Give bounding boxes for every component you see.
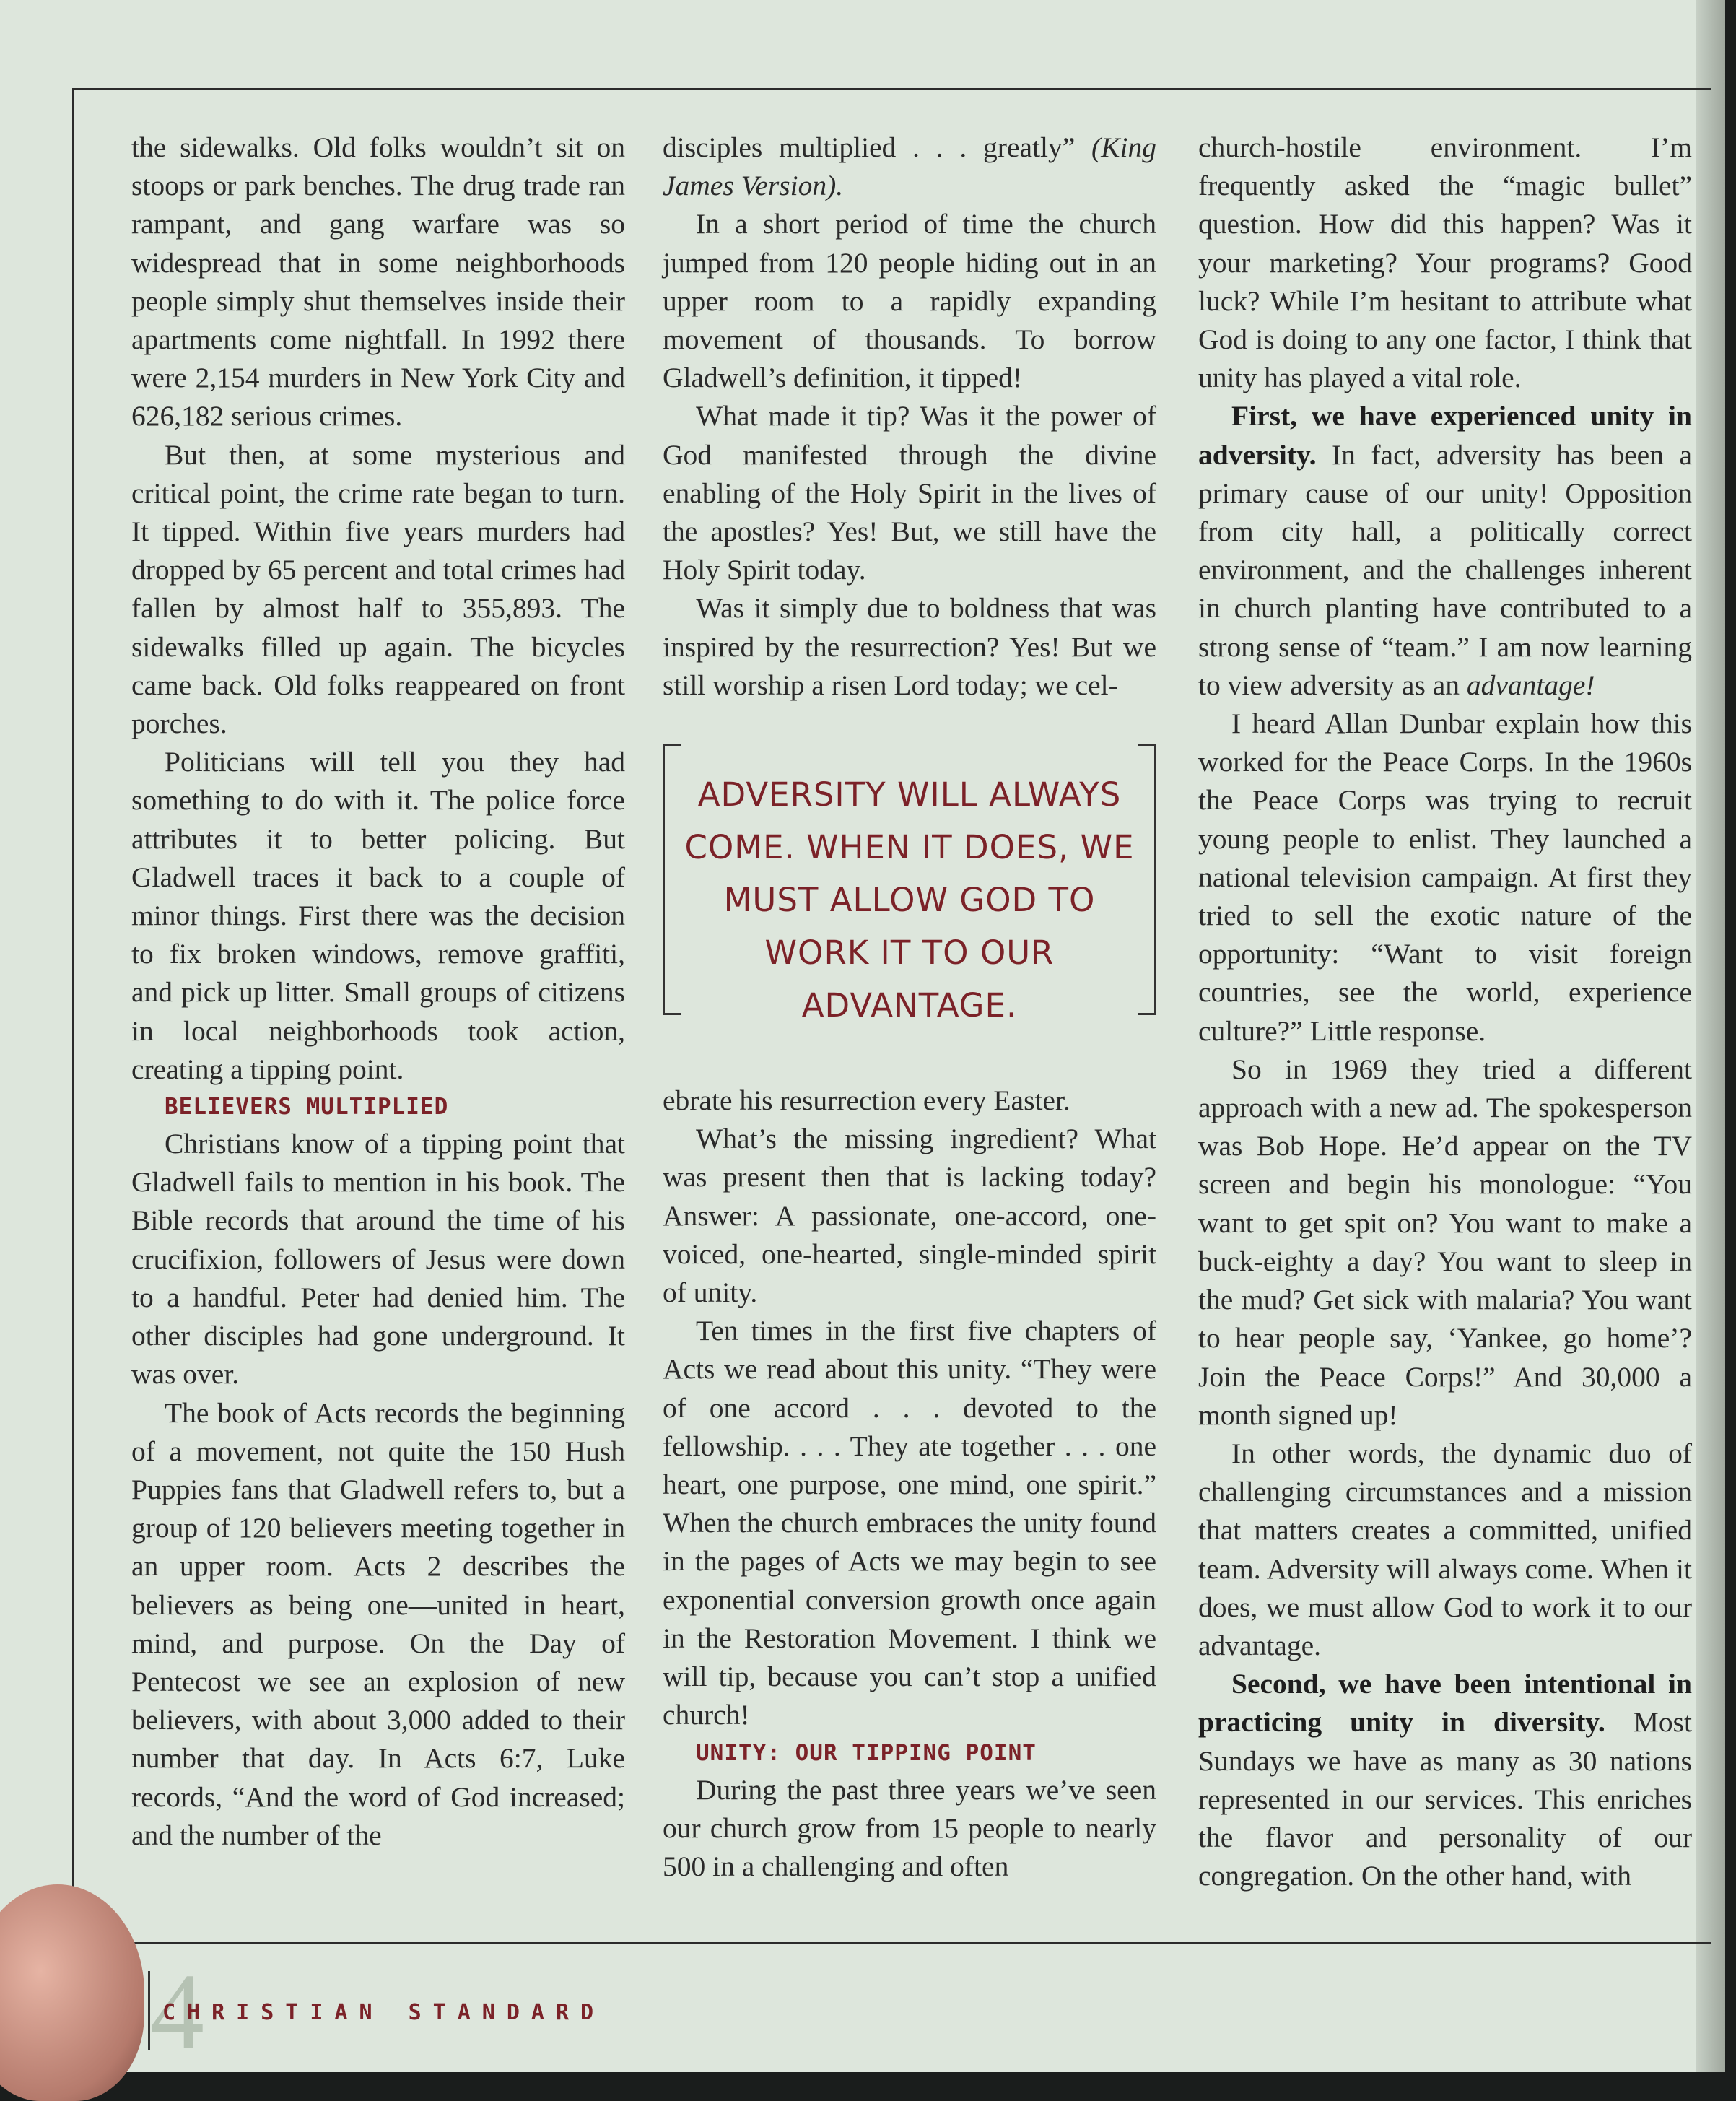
frame-rule-left [72, 88, 74, 1944]
paragraph: I heard Allan Dunbar explain how this worked for the Peace Corps. In the 1960s the Peace Corps was trying to recruit young people to enlist. They launched a national television campaign. At first they tried to sell the exotic nature of the opportunity: “Want to visit foreign countries, see the world, experience culture?” Little response. [1198, 708, 1692, 1047]
frame-rule-bottom [72, 1942, 1711, 1944]
paragraph: The book of Acts records the beginning of a movement, not quite the 150 Hush Puppies fans that Gladwell refers to, but a group of 120 believers meeting together in an upper room. Acts 2 describes the believers as being one—united in heart, mind, and purpose. On the Day of Pentecost we see an explosion of new believers, with about 3,000 added to their number that day. In Acts 6:7, Luke records, “And the word of God increased; and the number of the [131, 1396, 625, 1851]
paragraph: In a short period of time the church jumped from 120 people hiding out in an upper room to a rapidly expanding movement of thousands. To borrow Gladwell’s definition, it tipped! [663, 208, 1156, 394]
paragraph [1198, 397, 1692, 705]
column-3 [1198, 129, 1692, 1895]
frame-rule-top [72, 88, 1711, 90]
pull-quote-text: ADVERSITY WILL ALWAYS COME. WHEN IT DOES, WE MUST ALLOW GOD TO WORK IT TO OUR ADVANTAGE. [684, 775, 1135, 1025]
page-edge [1696, 0, 1725, 2072]
paragraph: What made it tip? Was it the power of God manifested through the divine enabling of the Holy Spirit in the lives of the apostles? Yes! But, we still have the Holy Spirit today. [663, 400, 1156, 586]
publication-name: CHRISTIAN STANDARD [162, 2000, 606, 2025]
paragraph: During the past three years we’ve seen our church grow from 15 people to nearly 500 in a challenging and often [663, 1773, 1156, 1882]
column-1 [131, 129, 625, 1855]
paragraph: Christians know of a tipping point that Gladwell fails to mention in his book. The Bible records that around the time of his crucifixion, followers of Jesus were down to a handful. Peter had denied him. The other disciples had gone underground. It was over. [131, 1128, 625, 1391]
text-run: Most Sundays we have as many as 30 nations represented in our services. This enriches the flavor and personality of our congregation. On the other hand, with [1198, 1706, 1692, 1892]
paragraph: church-hostile environment. I’m frequently asked the “magic bullet” question. How did this happen? Was it your marketing? Your programs? Good luck? While I’m hesitant to attribute what God is doing to any one factor, I think that unity has played a vital role. [1198, 131, 1692, 394]
subhead-unity-tipping-point: UNITY: OUR TIPPING POINT [696, 1739, 1037, 1766]
italic-word: advantage! [1466, 669, 1595, 701]
paragraph: ebrate his resurrection every Easter. [663, 1084, 1070, 1117]
column-2 [663, 129, 1156, 1886]
paragraph: What’s the missing ingredient? What was present then that is lacking today? Answer: A passionate, one-accord, one-voiced, one-hearted, single-minded spirit of unity. [663, 1123, 1156, 1309]
italic-citation: (King James Version). [663, 131, 1156, 202]
paragraph: the sidewalks. Old folks wouldn’t sit on stoops or park benches. The drug trade ran rampant, and gang warfare was so widespread that in some neighborhoods people simply shut themselves inside their apartments come nightfall. In 1992 there were 2,154 murders in New York City and 626,182 serious crimes. [131, 131, 625, 432]
paragraph: But then, at some mysterious and critical point, the crime rate began to turn. It tipped. Within five years murders had dropped by 65 percent and total crimes had fallen by almost half to 355,893. The sidewalks filled up again. The bicycles came back. Old folks reappeared on front porches. [131, 438, 625, 740]
paragraph: Was it simply due to boldness that was inspired by the resurrection? Yes! But we still worship a risen Lord today; we cel- [663, 592, 1156, 701]
paragraph: Ten times in the first five chapters of Acts we read about this unity. “They were of one accord . . . devoted to the fellowship. . . . They ate together . . . one heart, one purpose, one mind, one spirit.” When the church embraces the unity found in the pages of Acts we may begin to see exponential conversion growth once again in the Restoration Movement. I think we will tip, because you can’t stop a unified church! [663, 1315, 1156, 1731]
footer-divider [148, 1971, 150, 2050]
pull-quote [663, 744, 1156, 1043]
paragraph: So in 1969 they tried a different approach with a new ad. The spokesperson was Bob Hope. He’d appear on the TV screen and begin his monologue: “You want to get spit on? You want to make a buck-eighty a day? You want to sleep in the mud? Get sick with malaria? You want to hear people say, ‘Yankee, go home’? Join the Peace Corps!” And 30,000 a month signed up! [1198, 1053, 1692, 1431]
bold-lead: Second, we have been intentional in practicing unity in diversity. [1198, 1668, 1692, 1739]
paragraph: Politicians will tell you they had something to do with it. The police force attributes it to better policing. But Gladwell traces it back to a couple of minor things. First there was the decision to fix broken windows, remove graffiti, and pick up litter. Small groups of citizens in local neighborhoods took action, creating a tipping point. [131, 746, 625, 1085]
text-run: In fact, adversity has been a primary cause of our unity! Opposition from city hall, a politically correct environment, and the challenges inherent in church planting have contributed to a strong sense of “team.” I am now learning to view adversity as an [1198, 438, 1692, 701]
text-run: disciples multiplied . . . greatly” [663, 131, 1092, 163]
pull-quote-bracket-left [663, 744, 681, 1015]
pull-quote-bracket-right [1138, 744, 1156, 1015]
subhead-believers-multiplied: BELIEVERS MULTIPLIED [165, 1094, 449, 1121]
paragraph: In other words, the dynamic duo of challenging circumstances and a mission that matters creates a committed, unified team. Adversity will always come. When it does, we must allow God to work it to our advantage. [1198, 1437, 1692, 1661]
bold-lead: First, we have experienced unity in adversity. [1198, 400, 1692, 471]
masthead-logo-mark: 4 [150, 1952, 204, 2071]
paragraph [1198, 1665, 1692, 1895]
paragraph [663, 129, 1156, 205]
